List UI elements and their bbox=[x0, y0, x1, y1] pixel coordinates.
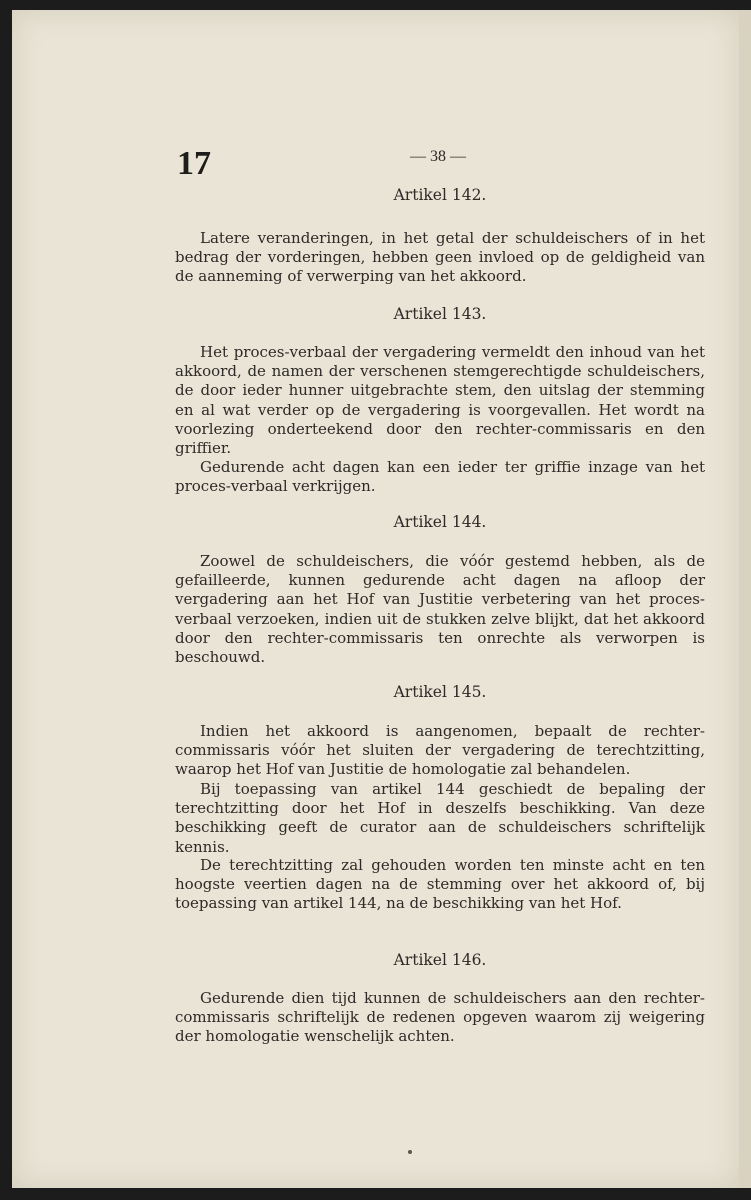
article-paragraph: De terechtzitting zal gehouden worden ten minste acht en ten hoogste veertien dagen na de stemming over het akkoord of, bij toepassing van artikel 144, na de beschikking van het Hof. bbox=[175, 856, 705, 913]
article-heading: Artikel 142. bbox=[393, 186, 487, 204]
article-paragraph: Het proces-verbaal der vergadering vermeldt den inhoud van het akkoord, de namen der verschenen stemgerechtigde schuldeischers, de door ieder hunner uitgebrachte stem, den uitslag der stemming en al wat verder op de vergadering is voorgevallen. Het wordt na voorlezing onderteekend door den rechter-commissaris en den griffier. bbox=[175, 343, 705, 458]
article-paragraph: Zoowel de schuldeischers, die vóór gestemd hebben, als de gefailleerde, kunnen gedurende acht dagen na afloop der vergadering aan het Hof van Justitie verbetering van het proces-verbaal verzoeken, indien uit de stukken zelve blijkt, dat het akkoord door den rechter-commissaris ten onrechte als verworpen is beschouwd. bbox=[175, 552, 705, 667]
article-heading: Artikel 145. bbox=[393, 683, 487, 701]
article-paragraph: Indien het akkoord is aangenomen, bepaalt de rechter-commissaris vóór het sluiten der vergadering de terechtzitting, waarop het Hof van Justitie de homologatie zal behandelen. bbox=[175, 722, 705, 779]
ink-speck bbox=[408, 1150, 412, 1154]
page-edge bbox=[739, 10, 751, 1188]
article-heading: Artikel 144. bbox=[393, 513, 487, 531]
article-paragraph: Gedurende acht dagen kan een ieder ter griffie inzage van het proces-verbaal verkrijgen. bbox=[175, 458, 705, 496]
article-paragraph: Latere veranderingen, in het getal der schuldeischers of in het bedrag der vorderingen, hebben geen invloed op de geldigheid van de aanneming of verwerping van het akkoord. bbox=[175, 229, 705, 286]
article-paragraph: Gedurende dien tijd kunnen de schuldeischers aan den rechter-commissaris schriftelijk de redenen opgeven waarom zij weigering der homologatie wenschelijk achten. bbox=[175, 989, 705, 1046]
folio-number: 17 bbox=[177, 145, 211, 182]
article-paragraph: Bij toepassing van artikel 144 geschiedt de bepaling der terechtzitting door het Hof in deszelfs beschikking. Van deze beschikking geeft de curator aan de schuldeischers schriftelijk kennis. bbox=[175, 780, 705, 856]
running-head: — 38 — bbox=[410, 148, 466, 165]
article-heading: Artikel 146. bbox=[393, 951, 487, 969]
article-heading: Artikel 143. bbox=[393, 305, 487, 323]
